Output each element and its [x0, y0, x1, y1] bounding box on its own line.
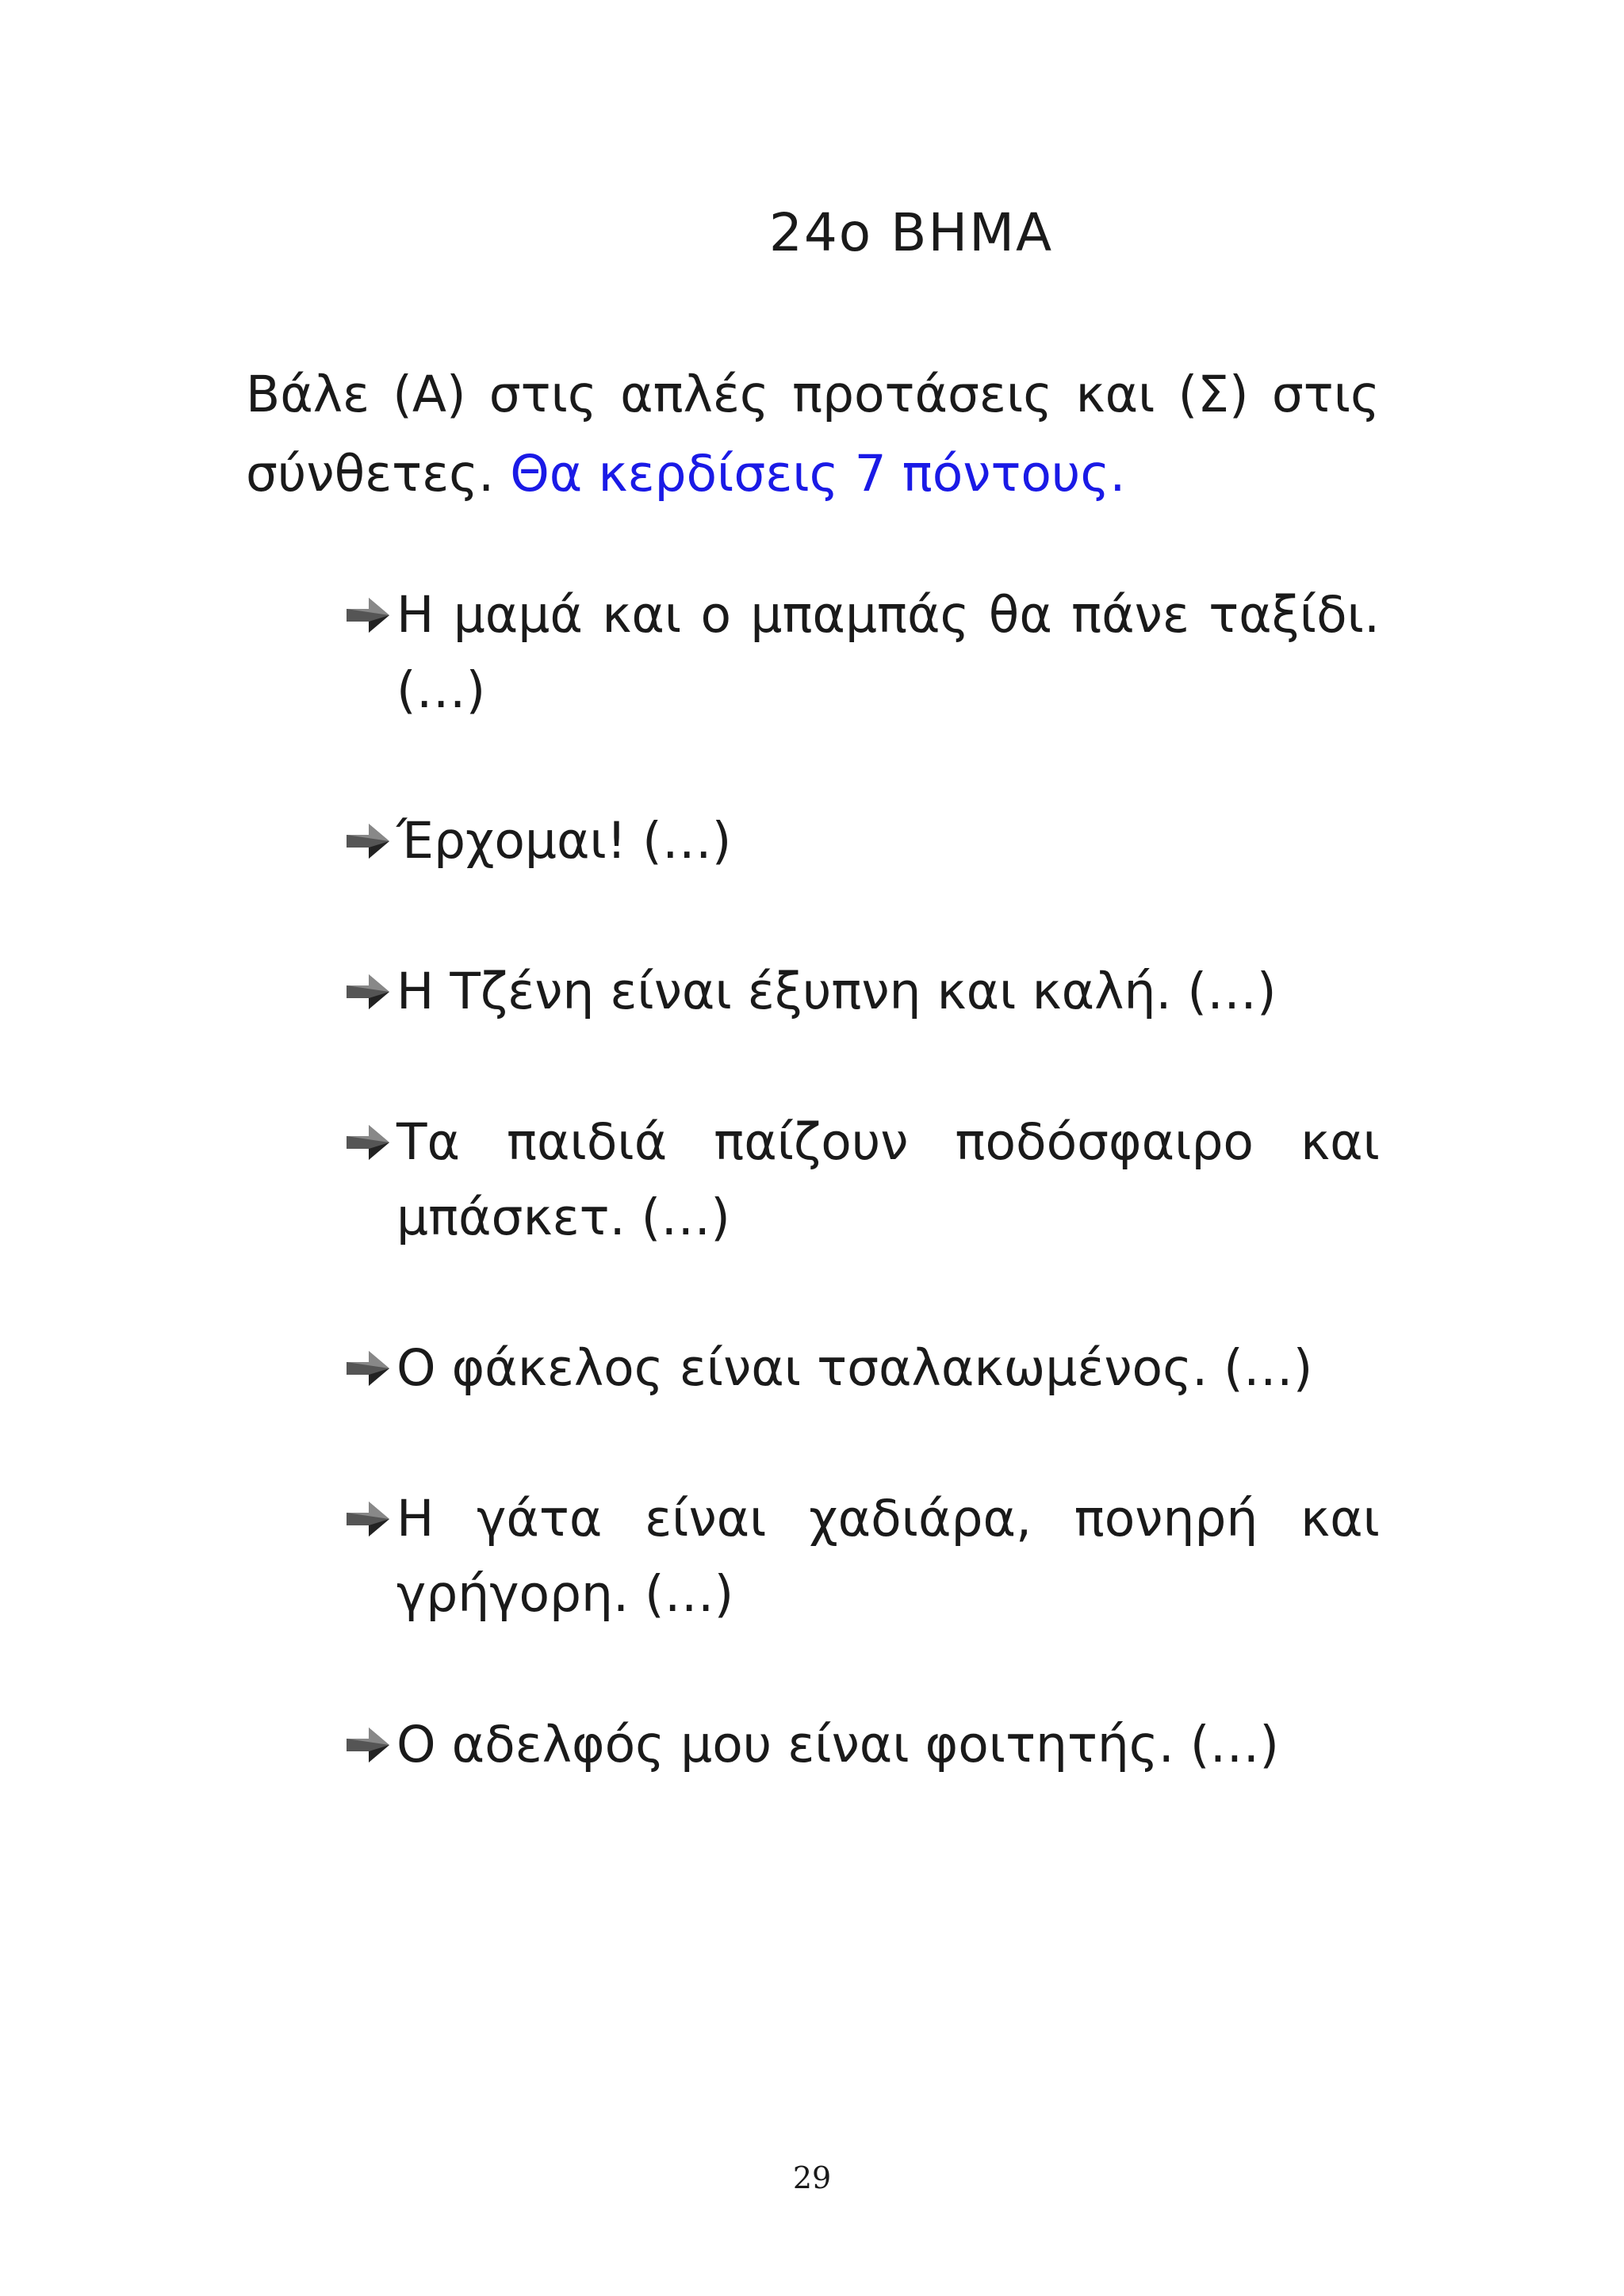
- down-right-arrow-icon: [345, 1122, 391, 1163]
- sentence-text: Η μαμά και ο μπαμπάς θα πάνε ταξίδι. (…): [396, 586, 1380, 719]
- down-right-arrow-icon: [345, 1348, 391, 1389]
- down-right-arrow-icon: [345, 1724, 391, 1766]
- sentence-text: Τα παιδιά παίζουν ποδόσφαιρο και μπάσκετ. (…): [396, 1113, 1380, 1246]
- sentence-text: Ο φάκελος είναι τσαλακωμένος. (…): [396, 1339, 1313, 1397]
- sentence-item: [341, 803, 1380, 878]
- sentence-text: Έρχομαι! (…): [396, 812, 732, 870]
- sentence-text: Ο αδελφός μου είναι φοιτητής. (…): [396, 1716, 1279, 1774]
- sentence-item: [341, 577, 1380, 728]
- sentence-list: [341, 577, 1380, 1858]
- instructions-text: Βάλε (Α) στις απλές προτάσεις και (Σ) στις σύνθετες.: [246, 365, 1380, 503]
- sentence-item: [341, 1707, 1380, 1782]
- instructions: [246, 355, 1380, 514]
- down-right-arrow-icon: [345, 1498, 391, 1540]
- sentence-item: [341, 1330, 1380, 1406]
- down-right-arrow-icon: [345, 971, 391, 1012]
- sentence-text: Η Τζένη είναι έξυπνη και καλή. (…): [396, 962, 1277, 1020]
- sentence-item: [341, 1481, 1380, 1632]
- page-title: 24ο ΒΗΜΑ: [768, 202, 1054, 263]
- down-right-arrow-icon: [345, 821, 391, 862]
- down-right-arrow-icon: [345, 595, 391, 636]
- instructions-points: Θα κερδίσεις 7 πόντους.: [510, 445, 1126, 503]
- sentence-item: [341, 954, 1380, 1029]
- sentence-text: Η γάτα είναι χαδιάρα, πονηρή και γρήγορη. (…): [396, 1490, 1380, 1623]
- sentence-item: [341, 1104, 1380, 1255]
- page-number: 29: [792, 2160, 832, 2195]
